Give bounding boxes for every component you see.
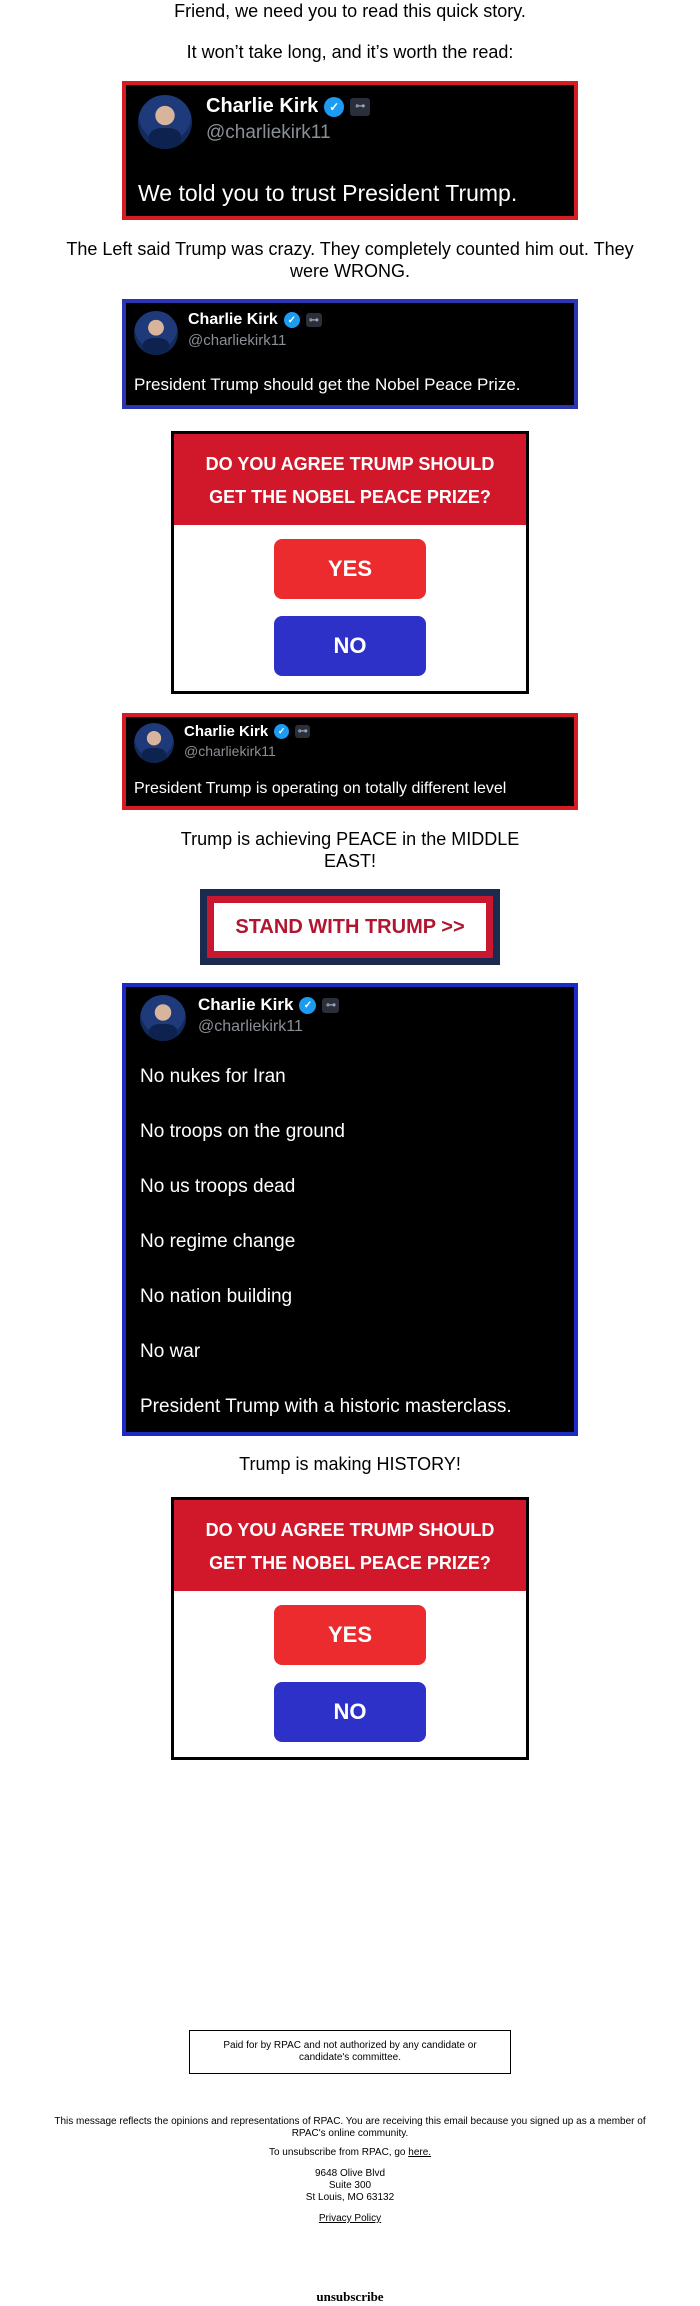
unsubscribe-prefix: To unsubscribe from RPAC, go xyxy=(268,2147,406,2158)
intro-line-1: Friend, we need you to read this quick story. xyxy=(174,1,526,21)
affiliation-badge-icon: ⊶ xyxy=(322,998,339,1013)
poll-yes-button[interactable]: YES xyxy=(274,539,426,599)
paid-for-text: Paid for by RPAC and not authorized by any candidate or candidate's committee. xyxy=(223,2040,477,2063)
tweet-author-name: Charlie Kirk xyxy=(184,723,269,740)
tweet-line-4: No regime change xyxy=(140,1231,296,1252)
tweet-text: President Trump is operating on totally different level xyxy=(134,780,507,797)
paragraph-making-history: Trump is making HISTORY! xyxy=(239,1454,461,1474)
paid-for-disclaimer-box xyxy=(189,2030,511,2074)
paragraph-peace-middle-east: Trump is achieving PEACE in the MIDDLE EAST! xyxy=(180,829,520,871)
avatar xyxy=(138,95,192,149)
tweet-card-3 xyxy=(122,713,578,810)
verified-badge-icon: ✓ xyxy=(284,312,300,328)
tweet-handle: @charliekirk11 xyxy=(184,743,276,759)
tweet-author-name: Charlie Kirk xyxy=(188,311,278,328)
tweet-handle: @charliekirk11 xyxy=(198,1018,303,1035)
poll-no-button[interactable]: NO xyxy=(274,1682,426,1742)
verified-badge-icon: ✓ xyxy=(299,997,316,1014)
tweet-line-3: No us troops dead xyxy=(140,1176,296,1197)
stand-with-trump-label: STAND WITH TRUMP >> xyxy=(214,903,486,951)
unsubscribe-here-link[interactable]: here. xyxy=(408,2147,432,2158)
poll-card-1 xyxy=(171,431,529,694)
footer-disclaimer: This message reflects the opinions and representations of RPAC. You are receiving this email because you signed up as a member of RPAC's online community. xyxy=(54,2116,646,2139)
paragraph-left-counted-out: The Left said Trump was crazy. They completely counted him out. They were WRONG. xyxy=(66,239,634,281)
address-line-3: St Louis, MO 63132 xyxy=(305,2192,395,2203)
tweet-line-7: President Trump with a historic masterclass. xyxy=(140,1396,512,1417)
unsubscribe-link[interactable]: unsubscribe xyxy=(316,2289,384,2304)
privacy-policy-link[interactable]: Privacy Policy xyxy=(318,2213,382,2224)
tweet-author-name: Charlie Kirk xyxy=(206,95,319,117)
poll-no-button[interactable]: NO xyxy=(274,616,426,676)
tweet-text: We told you to trust President Trump. xyxy=(138,180,518,206)
avatar xyxy=(140,995,186,1041)
poll-card-2 xyxy=(171,1497,529,1760)
address-line-1: 9648 Olive Blvd xyxy=(314,2168,386,2179)
poll-question: DO YOU AGREE TRUMP SHOULD GET THE NOBEL PEACE PRIZE? xyxy=(174,1500,526,1591)
poll-question: DO YOU AGREE TRUMP SHOULD GET THE NOBEL PEACE PRIZE? xyxy=(174,434,526,525)
address-line-2: Suite 300 xyxy=(328,2180,372,2191)
poll-yes-button[interactable]: YES xyxy=(274,1605,426,1665)
verified-badge-icon: ✓ xyxy=(274,724,289,739)
tweet-author-name: Charlie Kirk xyxy=(198,995,294,1014)
privacy-policy-row xyxy=(0,2213,700,2225)
tweet-line-1: No nukes for Iran xyxy=(140,1066,286,1087)
affiliation-badge-icon: ⊶ xyxy=(306,313,322,327)
tweet-card-4 xyxy=(122,983,578,1436)
avatar xyxy=(134,311,178,355)
tweet-line-2: No troops on the ground xyxy=(140,1121,345,1142)
affiliation-badge-icon: ⊶ xyxy=(350,98,370,116)
avatar xyxy=(134,723,174,763)
unsubscribe-line xyxy=(0,2147,700,2159)
tweet-line-5: No nation building xyxy=(140,1286,293,1307)
stand-with-trump-button[interactable] xyxy=(200,889,500,965)
unsubscribe-row xyxy=(0,2288,700,2306)
verified-badge-icon: ✓ xyxy=(324,97,344,117)
tweet-handle: @charliekirk11 xyxy=(188,332,287,349)
tweet-line-6: No war xyxy=(140,1341,201,1362)
intro-line-2: It won’t take long, and it’s worth the read: xyxy=(186,42,514,62)
tweet-handle: @charliekirk11 xyxy=(206,122,331,143)
tweet-card-1 xyxy=(122,81,578,220)
affiliation-badge-icon: ⊶ xyxy=(295,725,310,738)
tweet-card-2 xyxy=(122,299,578,409)
tweet-text: President Trump should get the Nobel Peace Prize. xyxy=(134,375,521,394)
